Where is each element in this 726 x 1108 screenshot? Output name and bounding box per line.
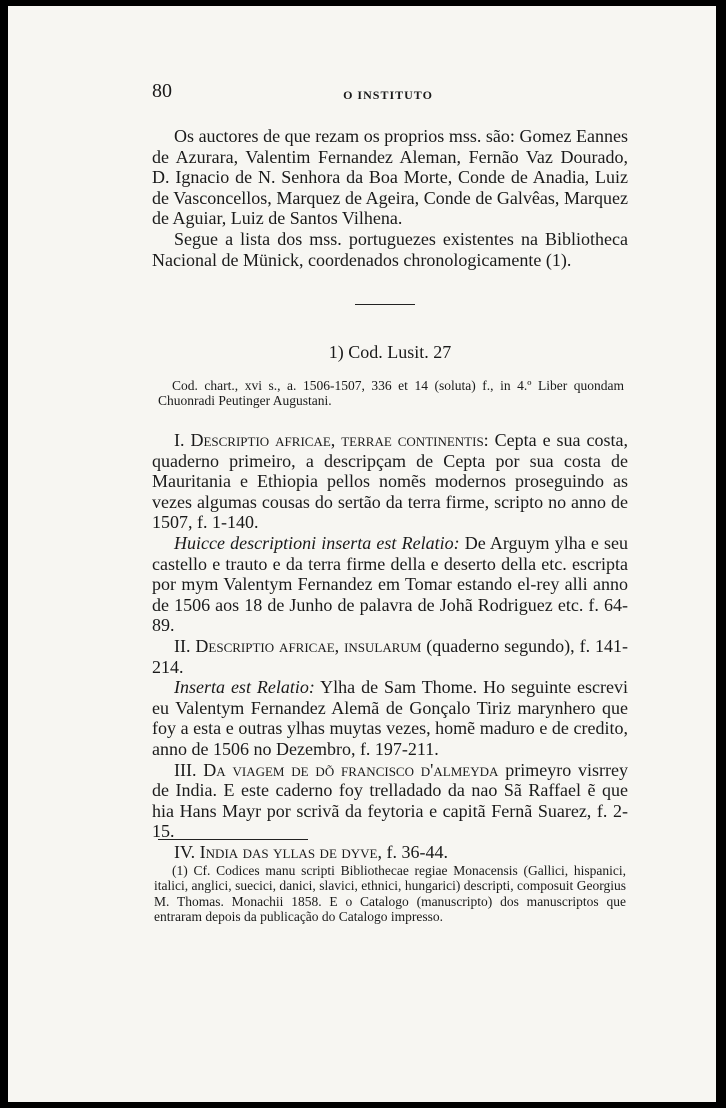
codex-title: 1) Cod. Lusit. 27: [328, 342, 452, 362]
page-header: [152, 80, 624, 110]
codex-description: Cod. chart., xvi s., a. 1506-1507, 336 et 14 (soluta) f., in 4.º Liber quondam Chuonradi Peutinger Augustani.: [158, 378, 624, 408]
entry-ii-text: (quaderno segundo), f. 141-214.: [152, 635, 628, 677]
entry-ii-heading: II. Descriptio africae, insularum: [174, 635, 422, 656]
entry-iv-text: f. 36-44.: [382, 841, 448, 862]
codex-contents: [152, 430, 628, 862]
entry-i-insert-label: Huicce descriptioni inserta est Relatio:: [174, 532, 460, 553]
entry-iv: [152, 842, 628, 863]
entry-iii-heading: III. Da viagem de dõ francisco d'almeyda: [174, 759, 499, 780]
entry-i: [152, 430, 628, 533]
footnote-rule: [158, 839, 308, 840]
entry-iii-text: primeyro visrrey de India. E este caderno foy trelladado da nao Sã Raffael ẽ que hia Hans Mayr por scrivã da feytoria e capitã Fernã Suarez, f. 2-15.: [152, 759, 629, 842]
entry-i-insert: [152, 533, 628, 636]
page-number: 80: [152, 80, 172, 102]
book-page: [8, 6, 716, 1102]
entry-iii: [152, 760, 628, 842]
list-intro-paragraph: Segue a lista dos mss. portuguezes existentes na Bibliotheca Nacional de Münick, coordenados chronologicamente (1).: [152, 228, 628, 270]
entry-i-heading: I. Descriptio africae, terrae continentis:: [174, 430, 489, 450]
entry-iv-heading: IV. India das yllas de dyve,: [174, 841, 382, 862]
running-title: O INSTITUTO: [343, 88, 433, 102]
entry-ii-insert-label: Inserta est Relatio:: [174, 677, 315, 698]
intro-section: [152, 126, 628, 270]
footnote: (1) Cf. Codices manu scripti Bibliothecae regiae Monacensis (Gallici, hispanici, italici, anglici, suecici, danici, slavici, ethnici, hungarici) descripti, composuit Georgius M. Thomas. Monachii 1858. E o Catalogo (manuscripto) dos manuscriptos que entraram depois da publicação do Catalogo impresso.: [154, 863, 626, 925]
entry-i-text: Cepta e sua costa, quaderno primeiro, a descripçam de Cepta por sua costa de Mauritania e Ethiopia pellos nomẽs modernos proseguindo as vezes algumas cousas do sertão da terra firme, scripto no anno de 1507, f. 1-140.: [152, 430, 628, 533]
entry-ii-insert: [152, 677, 628, 759]
entry-i-insert-text: De Arguym ylha e seu castello e trauto e da terra firme della e deserto della etc. escripta por mym Valentym Fernandez em Tomar estando el-rey alli anno de 1506 aos 18 de Junho de palavra de Johã Rodriguez etc. f. 64-89.: [152, 532, 629, 636]
section-divider: [355, 304, 415, 305]
authors-paragraph: Os auctores de que rezam os proprios mss. são: Gomez Eannes de Azurara, Valentim Fernandez Aleman, Fernão Vaz Dourado, D. Ignacio de N. Senhora da Boa Morte, Conde de Anadia, Luiz de Vasconcellos, Marquez de Ageira, Conde de Galvêas, Marquez de Aguiar, Luiz de Santos Vilhena.: [152, 126, 628, 229]
entry-ii: [152, 636, 628, 677]
entry-ii-insert-text: Ylha de Sam Thome. Ho seguinte escrevi eu Valentym Fernandez Alemã de Gonçalo Tiriz marynhero que foy a esta e outras ylhas muytas vezes, homẽ maduro e de credito, anno de 1506 no Dezembro, f. 197-211.: [152, 677, 628, 759]
